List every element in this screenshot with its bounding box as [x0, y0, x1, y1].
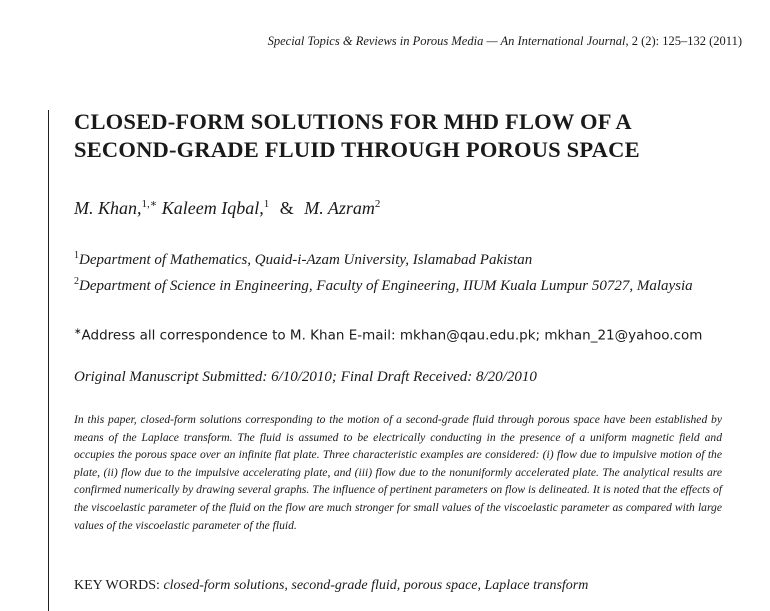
- affiliation-2: [74, 271, 724, 297]
- affiliation-text: Department of Mathematics, Quaid-i-Azam University, Islamabad Pakistan: [79, 252, 533, 268]
- keywords-label: KEY WORDS:: [74, 578, 160, 593]
- journal-name: Special Topics & Reviews in Porous Media — An International Journal: [267, 34, 626, 48]
- manuscript-dates: Original Manuscript Submitted: 6/10/2010; Final Draft Received: 8/20/2010: [74, 369, 537, 385]
- paper-title: [74, 108, 734, 164]
- author-marks: 1: [263, 198, 270, 210]
- left-margin-rule: [48, 110, 49, 611]
- title-line-2: SECOND-GRADE FLUID THROUGH POROUS SPACE: [74, 137, 640, 162]
- affiliation-text: Department of Science in Engineering, Faculty of Engineering, IIUM Kuala Lumpur 50727, Malaysia: [79, 278, 693, 294]
- correspondence-note: [74, 327, 702, 344]
- affiliation-mark: 2: [74, 276, 79, 287]
- title-line-1: CLOSED-FORM SOLUTIONS FOR MHD FLOW OF A: [74, 109, 632, 134]
- author-list: [74, 197, 380, 219]
- author-marks: 1,∗: [141, 198, 158, 210]
- affiliation-1: [74, 245, 532, 271]
- correspondence-mark: ∗: [74, 327, 82, 337]
- author-marks: 2: [374, 198, 381, 210]
- journal-volume: , 2 (2): 125–132 (2011): [625, 34, 742, 48]
- correspondence-text: Address all correspondence to M. Khan E-mail: mkhan@qau.edu.pk; mkhan_21@yahoo.com: [81, 327, 703, 344]
- author-name: M. Azram: [304, 198, 375, 218]
- keywords-value: closed-form solutions, second-grade fluid, porous space, Laplace transform: [159, 578, 589, 593]
- journal-citation: [268, 34, 742, 49]
- author-name: Kaleem Iqbal,: [161, 198, 264, 218]
- keywords: [74, 578, 588, 594]
- affiliation-mark: 1: [74, 250, 79, 261]
- author-separator: &: [279, 198, 294, 218]
- abstract: In this paper, closed-form solutions corresponding to the motion of a second-grade fluid through porous space have been established by means of the Laplace transform. The fluid is assumed to be electrically conducting in the presence of a uniform magnetic field and occupies the porous space over an infinite flat plate. Three characteristic examples are considered: (i) flow due to impulsive motion of the plate, (ii) flow due to the impulsive accelerating plate, and (iii) flow due to the nonuniformly accelerated plate. The analytical results are confirmed numerically by drawing several graphs. The influence of pertinent parameters on flow is delineated. It is noted that the effects of the viscoelastic parameter of the fluid on the flow are much stronger for small values of the viscoelastic parameter as compared with large values of the viscoelastic parameter of the fluid.: [74, 413, 722, 532]
- author-name: M. Khan,: [74, 198, 142, 218]
